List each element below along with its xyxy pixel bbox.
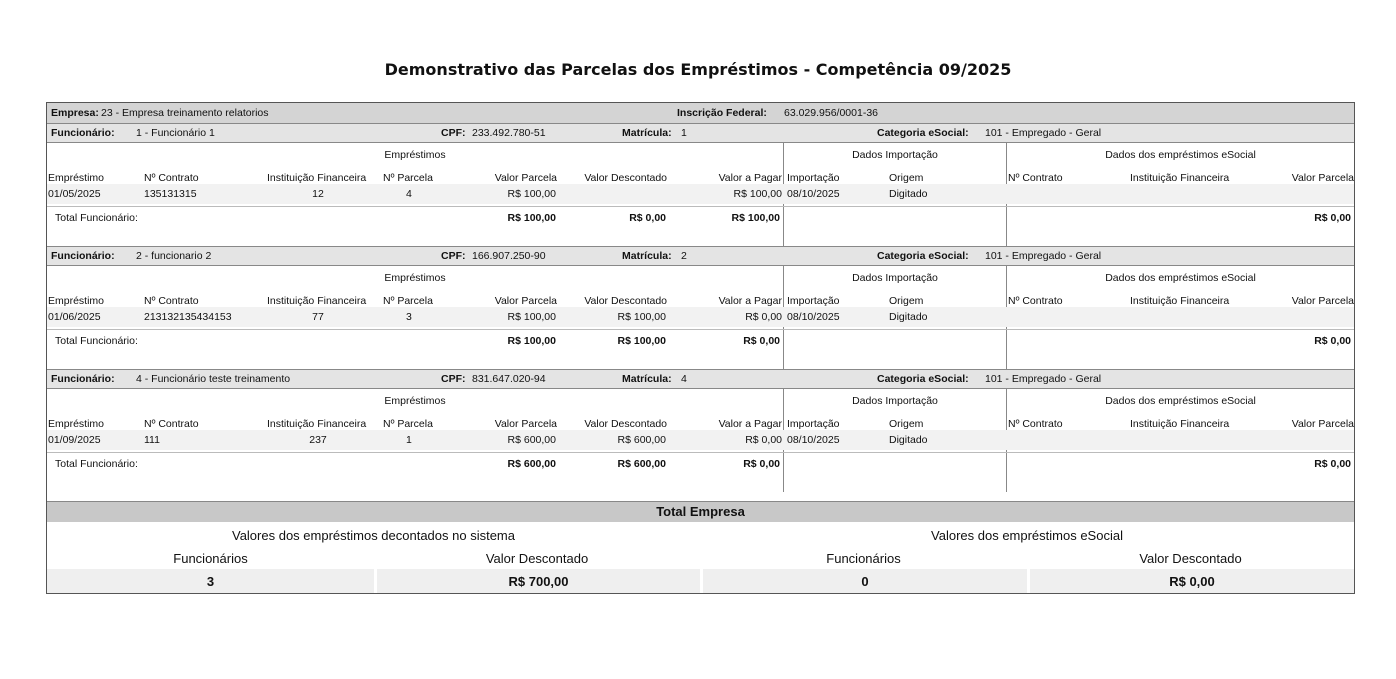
inscricao-value: 63.029.956/0001-36 [784, 107, 879, 119]
funcionario-value: 2 - funcionario 2 [136, 250, 212, 262]
col-es-valor-parcela: Valor Parcela [1291, 295, 1354, 307]
importacao-group-header: Dados Importação [852, 272, 938, 284]
empresa-value: 23 - Empresa treinamento relatorios [101, 107, 269, 119]
inscricao-label: Inscrição Federal: [677, 107, 767, 119]
col-instituicao: Instituição Financeira [267, 172, 367, 184]
row-valor-pagar: R$ 100,00 [733, 188, 782, 200]
col-emprestimo: Empréstimo [48, 295, 105, 307]
categoria-label: Categoria eSocial: [877, 250, 969, 262]
categoria-label: Categoria eSocial: [877, 127, 969, 139]
col-valor-pagar: Valor a Pagar [718, 418, 782, 430]
col-es-valor-parcela: Valor Parcela [1291, 418, 1354, 430]
col-es-instituicao: Instituição Financeira [1130, 418, 1230, 430]
total-valor-descontado: R$ 600,00 [617, 458, 666, 470]
row-parcela: 4 [406, 188, 412, 200]
col-valor-descontado: Valor Descontado [584, 295, 667, 307]
importacao-group-header: Dados Importação [852, 395, 938, 407]
total-row-divider [47, 329, 1354, 330]
matricula-value: 2 [681, 250, 687, 262]
funcionario-label: Funcionário: [51, 127, 115, 139]
empresa-label: Empresa: [51, 107, 99, 119]
total-es-valor-parcela: R$ 0,00 [1314, 335, 1351, 347]
col-es-instituicao: Instituição Financeira [1130, 295, 1230, 307]
row-valor-descontado: R$ 600,00 [617, 434, 666, 446]
row-emprestimo: 01/05/2025 [48, 188, 101, 200]
col-es-contrato: Nº Contrato [1008, 418, 1063, 430]
total-empresa-title: Total Empresa [656, 504, 745, 519]
col-valor-descontado: Valor Descontado [584, 172, 667, 184]
esocial-group-header: Dados dos empréstimos eSocial [1105, 272, 1256, 284]
total-valor-parcela: R$ 100,00 [507, 335, 556, 347]
row-origem: Digitado [889, 188, 928, 200]
matricula-label: Matrícula: [622, 373, 672, 385]
row-instituicao: 77 [312, 311, 324, 323]
matricula-label: Matrícula: [622, 127, 672, 139]
total-valor-descontado: R$ 0,00 [629, 212, 666, 224]
esocial-group-header: Dados dos empréstimos eSocial [1105, 395, 1256, 407]
col-contrato: Nº Contrato [144, 172, 199, 184]
report-title: Demonstrativo das Parcelas dos Empréstimos - Competência 09/2025 [384, 60, 1012, 79]
matricula-label: Matrícula: [622, 250, 672, 262]
row-contrato: 111 [144, 434, 160, 446]
row-emprestimo: 01/06/2025 [48, 311, 101, 323]
funcionario-value: 4 - Funcionário teste treinamento [136, 373, 291, 385]
row-importacao: 08/10/2025 [787, 311, 840, 323]
col-importacao: Importação [787, 295, 840, 307]
col-origem: Origem [889, 172, 924, 184]
sistema-valor-label: Valor Descontado [485, 551, 589, 566]
col-parcela: Nº Parcela [383, 172, 433, 184]
col-valor-parcela: Valor Parcela [494, 172, 557, 184]
sistema-valor-value: R$ 700,00 [508, 574, 569, 589]
categoria-value: 101 - Empregado - Geral [985, 127, 1102, 139]
col-contrato: Nº Contrato [144, 295, 199, 307]
total-es-valor-parcela: R$ 0,00 [1314, 212, 1351, 224]
esocial-funcionarios-label: Funcionários [826, 551, 901, 566]
row-emprestimo: 01/09/2025 [48, 434, 101, 446]
row-valor-parcela: R$ 100,00 [507, 188, 556, 200]
row-valor-parcela: R$ 600,00 [507, 434, 556, 446]
total-funcionario-label: Total Funcionário: [55, 335, 138, 347]
emprestimos-group-header: Empréstimos [384, 272, 446, 284]
esocial-valor-value: R$ 0,00 [1169, 574, 1215, 589]
esocial-title: Valores dos empréstimos eSocial [931, 528, 1123, 543]
row-contrato: 135131315 [144, 188, 197, 200]
total-valor-parcela: R$ 100,00 [507, 212, 556, 224]
col-valor-parcela: Valor Parcela [494, 295, 557, 307]
col-valor-pagar: Valor a Pagar [718, 295, 782, 307]
total-funcionario-label: Total Funcionário: [55, 458, 138, 470]
col-origem: Origem [889, 295, 924, 307]
matricula-value: 4 [681, 373, 687, 385]
col-es-valor-parcela: Valor Parcela [1291, 172, 1354, 184]
col-emprestimo: Empréstimo [48, 172, 105, 184]
col-parcela: Nº Parcela [383, 295, 433, 307]
matricula-value: 1 [681, 127, 687, 139]
row-importacao: 08/10/2025 [787, 188, 840, 200]
esocial-valor-label: Valor Descontado [1139, 551, 1242, 566]
cpf-label: CPF: [441, 127, 466, 139]
categoria-value: 101 - Empregado - Geral [985, 373, 1102, 385]
esocial-funcionarios-value: 0 [861, 574, 869, 589]
row-parcela: 1 [406, 434, 412, 446]
col-contrato: Nº Contrato [144, 418, 199, 430]
emprestimos-group-header: Empréstimos [384, 395, 446, 407]
row-instituicao: 237 [309, 434, 327, 446]
cpf-label: CPF: [441, 250, 466, 262]
row-importacao: 08/10/2025 [787, 434, 840, 446]
col-es-contrato: Nº Contrato [1008, 295, 1063, 307]
row-valor-parcela: R$ 100,00 [507, 311, 556, 323]
col-parcela: Nº Parcela [383, 418, 433, 430]
row-contrato: 213132135434153 [144, 311, 232, 323]
employee-header-bar [47, 123, 1354, 143]
categoria-label: Categoria eSocial: [877, 373, 969, 385]
col-emprestimo: Empréstimo [48, 418, 105, 430]
cpf-value: 166.907.250-90 [472, 250, 546, 262]
categoria-value: 101 - Empregado - Geral [985, 250, 1102, 262]
sistema-title: Valores dos empréstimos decontados no sistema [231, 528, 515, 543]
total-valor-pagar: R$ 0,00 [743, 458, 780, 470]
col-instituicao: Instituição Financeira [267, 295, 367, 307]
row-instituicao: 12 [312, 188, 324, 200]
col-es-instituicao: Instituição Financeira [1130, 172, 1230, 184]
row-parcela: 3 [406, 311, 412, 323]
total-valor-pagar: R$ 0,00 [743, 335, 780, 347]
sistema-funcionarios-label: Funcionários [173, 551, 248, 566]
emprestimos-group-header: Empréstimos [384, 149, 446, 161]
total-funcionario-label: Total Funcionário: [55, 212, 138, 224]
col-valor-parcela: Valor Parcela [494, 418, 557, 430]
esocial-group-header: Dados dos empréstimos eSocial [1105, 149, 1256, 161]
total-valor-parcela: R$ 600,00 [507, 458, 556, 470]
col-importacao: Importação [787, 418, 840, 430]
row-valor-pagar: R$ 0,00 [745, 434, 782, 446]
total-es-valor-parcela: R$ 0,00 [1314, 458, 1351, 470]
col-es-contrato: Nº Contrato [1008, 172, 1063, 184]
col-valor-descontado: Valor Descontado [584, 418, 667, 430]
total-row-divider [47, 452, 1354, 453]
employee-header-bar [47, 246, 1354, 266]
row-valor-pagar: R$ 0,00 [745, 311, 782, 323]
cpf-value: 233.492.780-51 [472, 127, 546, 139]
total-valor-pagar: R$ 100,00 [731, 212, 780, 224]
total-row-divider [47, 206, 1354, 207]
cpf-label: CPF: [441, 373, 466, 385]
col-origem: Origem [889, 418, 924, 430]
row-origem: Digitado [889, 434, 928, 446]
funcionario-label: Funcionário: [51, 373, 115, 385]
sistema-funcionarios-value: 3 [206, 574, 215, 589]
col-instituicao: Instituição Financeira [267, 418, 367, 430]
row-valor-descontado: R$ 100,00 [617, 311, 666, 323]
funcionario-value: 1 - Funcionário 1 [136, 127, 215, 139]
importacao-group-header: Dados Importação [852, 149, 938, 161]
col-importacao: Importação [787, 172, 840, 184]
report-table [46, 102, 1355, 594]
funcionario-label: Funcionário: [51, 250, 115, 262]
total-valor-descontado: R$ 100,00 [617, 335, 666, 347]
cpf-value: 831.647.020-94 [472, 373, 546, 385]
col-valor-pagar: Valor a Pagar [718, 172, 782, 184]
row-origem: Digitado [889, 311, 928, 323]
